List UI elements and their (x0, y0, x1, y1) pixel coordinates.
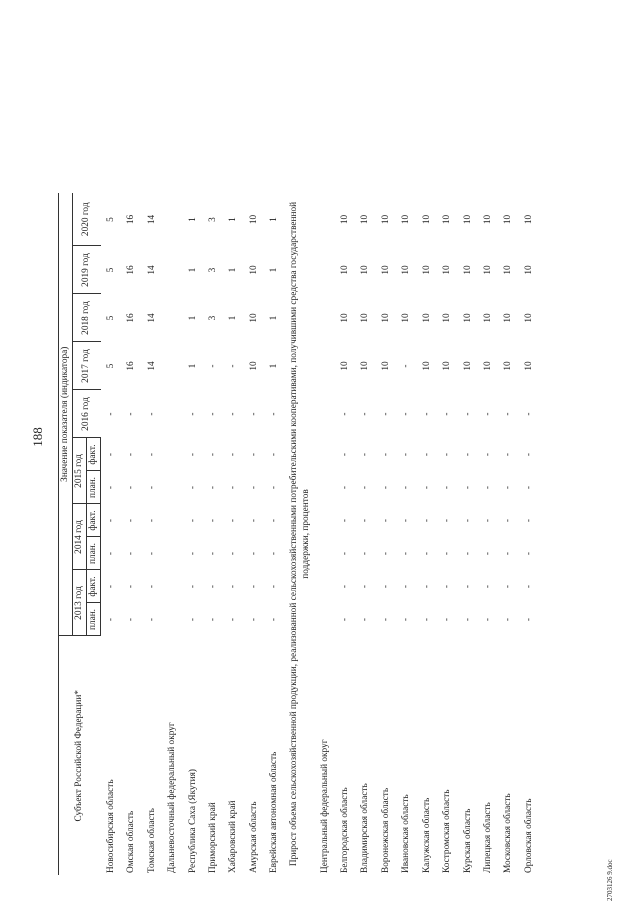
value-cell: - (248, 617, 259, 622)
region-name: Новосибирская область (105, 779, 116, 873)
region-name: Курская область (462, 808, 473, 873)
value-cell: 1 (269, 267, 280, 273)
value-cell: - (106, 518, 116, 523)
value-cell: 14 (146, 214, 157, 225)
value-cell: - (442, 617, 453, 622)
value-cell: - (248, 551, 259, 556)
value-cell: 14 (146, 265, 157, 275)
year-2020-header: 2020 год (73, 193, 101, 246)
value-cell: - (442, 412, 453, 416)
value-cell: - (106, 617, 116, 622)
value-cell: - (340, 452, 351, 457)
year-2013-header: 2013 год (73, 570, 87, 636)
fact-2014-header: факт. (87, 504, 101, 537)
value-cell: 10 (248, 214, 259, 225)
value-cell: - (503, 452, 514, 457)
value-cell: - (228, 485, 239, 490)
value-cell: - (380, 412, 391, 416)
value-cell: - (380, 518, 391, 523)
table-row (417, 193, 437, 875)
value-cell: 10 (360, 214, 371, 225)
value-cell: - (380, 584, 391, 589)
indicator-table (58, 193, 539, 875)
value-cell: - (126, 412, 137, 416)
table-row (315, 193, 335, 875)
value-cell: - (462, 584, 473, 589)
value-cell (315, 193, 335, 246)
table-row (437, 193, 457, 875)
region-name: Хабаровский край (228, 800, 239, 873)
region-name: Воронежская область (380, 787, 391, 873)
year-2019-header: 2019 год (73, 246, 101, 294)
value-cell: - (340, 485, 351, 490)
value-group-header: Значение показателя (индикатора) (59, 193, 73, 636)
value-cell (315, 390, 335, 438)
value-cell (162, 438, 182, 471)
value-cell: 10 (340, 214, 351, 225)
region-name: Еврейская автономная область (269, 751, 280, 873)
section-title-block (285, 193, 315, 875)
value-cell: - (401, 551, 412, 556)
value-cell: - (462, 518, 473, 523)
region-name: Костромская область (442, 789, 453, 873)
value-cell: - (187, 584, 198, 589)
value-cell: - (523, 452, 534, 457)
value-cell: 10 (442, 214, 453, 225)
value-cell: 10 (380, 214, 391, 225)
value-cell: 10 (380, 313, 391, 323)
value-cell: - (523, 584, 534, 589)
value-cell: - (421, 485, 432, 490)
value-cell: - (503, 551, 514, 556)
value-cell: - (228, 452, 239, 457)
value-cell: - (503, 518, 514, 523)
value-cell: - (248, 485, 259, 490)
value-cell: - (482, 617, 493, 622)
value-cell: - (269, 452, 280, 457)
value-cell: - (421, 412, 432, 416)
year-2017-header: 2017 год (73, 342, 101, 390)
value-cell: - (208, 412, 219, 416)
value-cell (315, 246, 335, 294)
value-cell: 3 (208, 217, 219, 222)
value-cell: - (228, 551, 239, 556)
value-cell: - (106, 551, 116, 556)
value-cell: 10 (360, 361, 371, 371)
value-cell: 14 (146, 361, 157, 371)
region-name: Дальневосточный федеральный округ (167, 722, 178, 873)
table-row (355, 193, 375, 875)
fact-2013-header: факт. (87, 570, 101, 603)
value-cell: 10 (523, 214, 534, 225)
year-2018-header: 2018 год (73, 294, 101, 342)
value-cell: - (340, 518, 351, 523)
value-cell: - (187, 518, 198, 523)
value-cell: - (146, 518, 157, 523)
value-cell: - (482, 551, 493, 556)
value-cell: 10 (442, 361, 453, 371)
value-cell: - (146, 617, 157, 622)
value-cell: - (442, 518, 453, 523)
region-name: Приморский край (208, 802, 219, 873)
value-cell: - (401, 485, 412, 490)
value-cell: - (462, 617, 473, 622)
value-cell: 10 (421, 265, 432, 275)
value-cell: 14 (146, 313, 157, 323)
region-name: Республика Саха (Якутия) (187, 768, 198, 873)
value-cell: - (105, 412, 116, 416)
value-cell: - (146, 485, 157, 490)
value-cell: 10 (380, 265, 391, 275)
value-cell (315, 537, 335, 570)
value-cell: - (269, 485, 280, 490)
value-cell: 10 (462, 313, 473, 323)
value-cell: - (126, 551, 137, 556)
value-cell: 10 (503, 361, 514, 371)
value-cell: - (523, 412, 534, 416)
region-name: Орловская область (523, 798, 534, 873)
value-cell: 5 (105, 217, 116, 222)
value-cell: - (380, 617, 391, 622)
value-cell: - (360, 551, 371, 556)
value-cell: 16 (126, 265, 137, 275)
value-cell: - (228, 518, 239, 523)
value-cell: - (340, 551, 351, 556)
value-cell: 10 (442, 313, 453, 323)
value-cell: 16 (126, 361, 137, 371)
value-cell: - (380, 452, 391, 457)
subject-column-header: Субъект Российской Федерации* (59, 636, 101, 875)
value-cell: 10 (523, 265, 534, 275)
value-cell (315, 471, 335, 504)
value-cell: - (503, 584, 514, 589)
value-cell (162, 603, 182, 636)
section-title: Прирост объема сельскохозяйственной продукции, реализованной сельскохозяйственными потребительскими кооперативами, получившими средства государственной поддержки, процентов (288, 201, 311, 867)
value-cell: - (360, 412, 371, 416)
table-body-part-2 (315, 193, 539, 875)
value-cell: - (360, 584, 371, 589)
value-cell: 1 (187, 315, 198, 321)
value-cell: 10 (401, 313, 412, 323)
value-cell: - (126, 518, 137, 523)
value-cell: - (208, 584, 219, 589)
region-name: Амурская область (248, 801, 259, 873)
value-cell: - (126, 584, 137, 589)
value-cell: - (360, 617, 371, 622)
value-cell: 10 (248, 265, 259, 275)
value-cell (315, 342, 335, 390)
value-cell (162, 537, 182, 570)
year-2015-header: 2015 год (73, 438, 87, 504)
value-cell: - (106, 452, 116, 457)
table-row (223, 193, 243, 875)
value-cell: 16 (126, 313, 137, 323)
value-cell: - (462, 485, 473, 490)
value-cell (315, 570, 335, 603)
table-row (376, 193, 396, 875)
value-cell: 5 (105, 267, 116, 273)
value-cell: - (401, 518, 412, 523)
value-cell: 10 (421, 313, 432, 323)
value-cell: 1 (269, 217, 280, 222)
value-cell: 1 (228, 267, 239, 273)
value-cell: - (228, 584, 239, 589)
value-cell: - (248, 452, 259, 457)
value-cell: 3 (208, 267, 219, 273)
value-cell: - (360, 485, 371, 490)
value-cell: 10 (482, 313, 493, 323)
value-cell: 10 (523, 313, 534, 323)
value-cell: - (523, 617, 534, 622)
plan-2014-header: план. (87, 537, 101, 570)
value-cell: - (462, 452, 473, 457)
value-cell: - (360, 452, 371, 457)
value-cell: - (248, 412, 259, 416)
value-cell: 10 (482, 265, 493, 275)
value-cell: - (401, 412, 412, 416)
value-cell: - (421, 617, 432, 622)
table-body-part-1 (101, 193, 285, 875)
region-name: Ивановская область (401, 794, 412, 873)
value-cell: 10 (482, 361, 493, 371)
value-cell: 10 (380, 361, 391, 371)
value-cell: 1 (228, 217, 239, 222)
value-cell: 1 (269, 363, 280, 369)
value-cell: - (228, 617, 239, 622)
value-cell: 5 (105, 363, 116, 369)
value-cell: - (106, 485, 116, 490)
value-cell (162, 390, 182, 438)
value-cell: - (187, 551, 198, 556)
table-row (478, 193, 498, 875)
value-cell: - (208, 452, 219, 457)
value-cell (162, 193, 182, 246)
value-cell: - (126, 617, 137, 622)
region-name: Московская область (503, 793, 514, 873)
value-cell: 10 (462, 214, 473, 225)
value-cell: 10 (462, 265, 473, 275)
value-cell: - (269, 584, 280, 589)
value-cell: - (503, 485, 514, 490)
value-cell: 16 (126, 214, 137, 225)
value-cell: 10 (360, 313, 371, 323)
value-cell: - (208, 551, 219, 556)
value-cell (315, 504, 335, 537)
fact-2015-header: факт. (87, 438, 101, 471)
value-cell: - (380, 551, 391, 556)
value-cell: 1 (269, 315, 280, 321)
table-row (244, 193, 264, 875)
value-cell: 10 (462, 361, 473, 371)
value-cell: - (146, 584, 157, 589)
value-cell: 10 (482, 214, 493, 225)
value-cell: - (360, 518, 371, 523)
value-cell: - (421, 584, 432, 589)
value-cell (162, 342, 182, 390)
table-row (396, 193, 416, 875)
value-cell: - (208, 364, 219, 368)
value-cell: 10 (421, 361, 432, 371)
value-cell: 1 (228, 315, 239, 321)
value-cell: - (146, 452, 157, 457)
value-cell: - (146, 551, 157, 556)
table-row (162, 193, 182, 875)
value-cell: 10 (248, 313, 259, 323)
table-row (519, 193, 539, 875)
value-cell: 10 (360, 265, 371, 275)
table-row (335, 193, 355, 875)
value-cell (162, 294, 182, 342)
region-name: Белгородская область (340, 787, 351, 873)
region-name: Омская область (126, 810, 137, 873)
value-cell: 10 (421, 214, 432, 225)
table-row (498, 193, 518, 875)
value-cell: 10 (442, 265, 453, 275)
value-cell (162, 246, 182, 294)
value-cell: - (482, 452, 493, 457)
value-cell: - (503, 617, 514, 622)
value-cell: - (482, 518, 493, 523)
region-name: Владимирская область (360, 783, 371, 873)
value-cell: 10 (401, 265, 412, 275)
year-2016-header: 2016 год (73, 390, 101, 438)
value-cell: - (340, 617, 351, 622)
region-name: Липецкая область (482, 802, 493, 873)
value-cell: 10 (503, 265, 514, 275)
region-name: Центральный федеральный округ (319, 739, 330, 873)
value-cell: - (248, 584, 259, 589)
value-cell: - (208, 485, 219, 490)
value-cell: - (269, 412, 280, 416)
table-row (264, 193, 284, 875)
value-cell: - (462, 412, 473, 416)
footer-filename: 2703126 9.doc (606, 859, 614, 901)
value-cell (315, 294, 335, 342)
value-cell: - (462, 551, 473, 556)
value-cell: - (269, 617, 280, 622)
value-cell: - (126, 485, 137, 490)
value-cell: - (421, 518, 432, 523)
value-cell: 1 (187, 217, 198, 222)
value-cell: - (401, 617, 412, 622)
value-cell: - (523, 485, 534, 490)
value-cell: 10 (503, 214, 514, 225)
region-name: Калужская область (421, 797, 432, 873)
value-cell: 3 (208, 315, 219, 321)
value-cell: 10 (503, 313, 514, 323)
year-2014-header: 2014 год (73, 504, 87, 570)
value-cell (162, 504, 182, 537)
region-name: Томская область (146, 808, 157, 873)
value-cell: 1 (187, 363, 198, 369)
value-cell (162, 570, 182, 603)
value-cell: - (503, 412, 514, 416)
table-row (183, 193, 203, 875)
value-cell: - (187, 412, 198, 416)
plan-2015-header: план. (87, 471, 101, 504)
value-cell: 10 (340, 265, 351, 275)
table-header (59, 193, 101, 875)
table-row (203, 193, 223, 875)
value-cell: - (248, 518, 259, 523)
value-cell: - (126, 452, 137, 457)
value-cell: - (401, 452, 412, 457)
value-cell: - (228, 364, 239, 368)
value-cell: - (401, 364, 412, 368)
value-cell: - (442, 452, 453, 457)
table-row (142, 193, 162, 875)
value-cell: - (269, 518, 280, 523)
value-cell: 10 (401, 214, 412, 225)
value-cell: 5 (105, 315, 116, 321)
value-cell: - (340, 584, 351, 589)
value-cell: 10 (340, 361, 351, 371)
value-cell: 10 (523, 361, 534, 371)
value-cell: - (187, 452, 198, 457)
value-cell: 1 (187, 267, 198, 273)
value-cell: - (187, 617, 198, 622)
value-cell: - (482, 485, 493, 490)
value-cell: - (523, 551, 534, 556)
value-cell: - (442, 485, 453, 490)
value-cell: - (482, 584, 493, 589)
value-cell: - (421, 452, 432, 457)
value-cell: 10 (248, 361, 259, 371)
value-cell: - (421, 551, 432, 556)
value-cell: - (187, 485, 198, 490)
value-cell (315, 603, 335, 636)
value-cell: - (442, 551, 453, 556)
value-cell: - (401, 584, 412, 589)
table-row (121, 193, 141, 875)
value-cell: - (482, 412, 493, 416)
value-cell: - (442, 584, 453, 589)
value-cell: - (269, 551, 280, 556)
table-row (458, 193, 478, 875)
value-cell: - (208, 518, 219, 523)
table-row (101, 193, 122, 875)
page-number: 188 (30, 427, 45, 447)
value-cell: - (106, 584, 116, 589)
value-cell: - (228, 412, 239, 416)
value-cell: - (340, 412, 351, 416)
plan-2013-header: план. (87, 603, 101, 636)
value-cell: - (523, 518, 534, 523)
value-cell: 10 (340, 313, 351, 323)
value-cell: - (380, 485, 391, 490)
value-cell (315, 438, 335, 471)
value-cell (162, 471, 182, 504)
value-cell: - (208, 617, 219, 622)
value-cell: - (146, 412, 157, 416)
